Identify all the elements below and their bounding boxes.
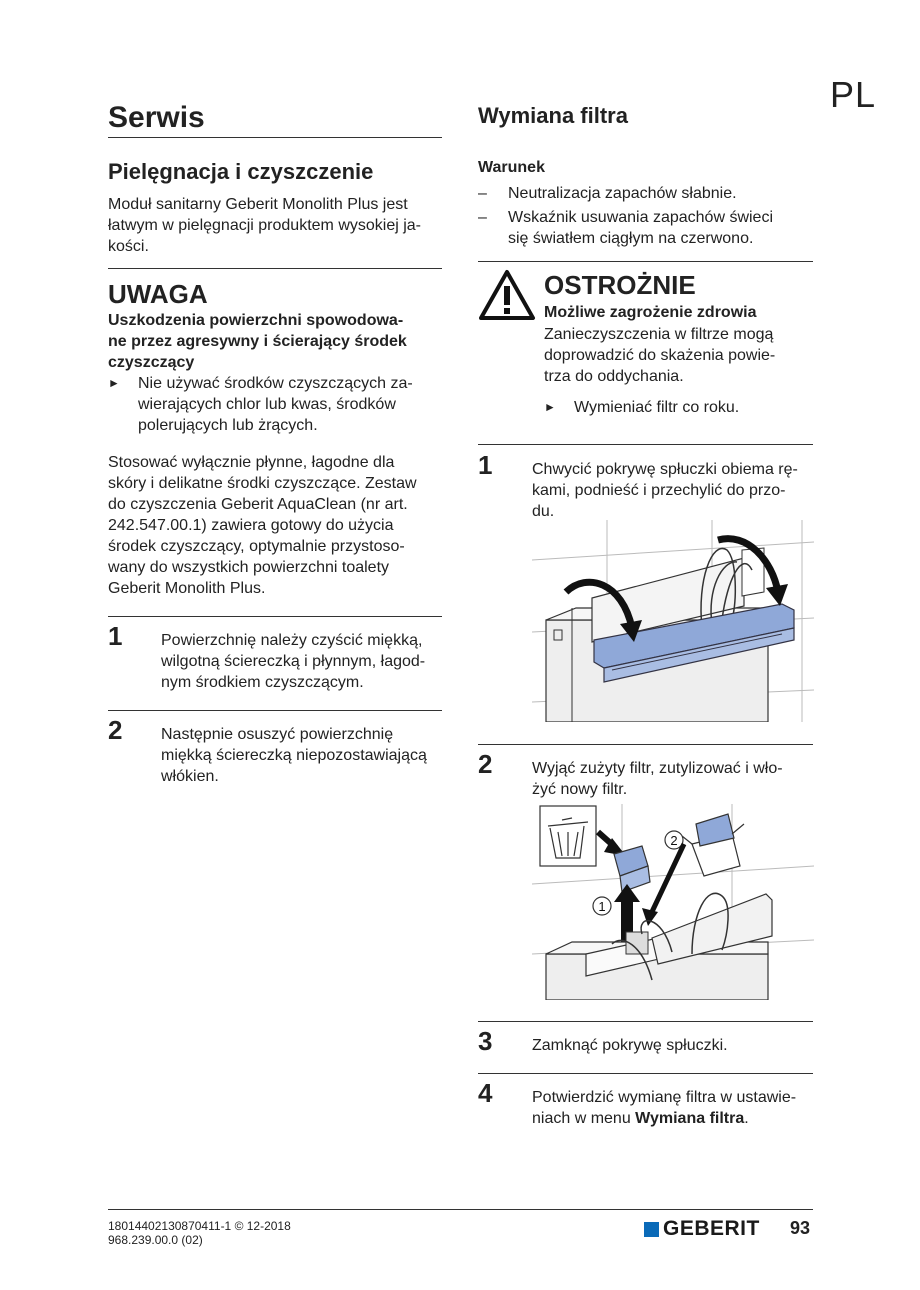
step-number: 2 xyxy=(108,715,123,745)
text-line: Wskaźnik usuwania zapachów świeci xyxy=(508,209,773,226)
text-line: kami, podnieść i przechylić do przo- xyxy=(532,482,786,499)
text-line: łatwym w pielęgnacji produktem wysokiej ja- xyxy=(108,217,422,234)
warning-triangle-icon xyxy=(478,269,536,321)
text-line: kości. xyxy=(108,238,149,255)
text-line: do czyszczenia Geberit AquaClean (nr art. xyxy=(108,496,408,513)
step-text xyxy=(532,459,814,522)
divider xyxy=(108,137,442,138)
text-line: się światłem ciągłym na czerwono. xyxy=(508,230,754,247)
step-number: 4 xyxy=(478,1078,493,1108)
caution-heading: OSTROŻNIE xyxy=(544,270,696,300)
text-line: miękką ściereczką niepozostawiającą xyxy=(161,747,427,764)
divider xyxy=(478,261,813,262)
divider xyxy=(478,1073,813,1074)
divider xyxy=(478,444,813,445)
page-title: Serwis xyxy=(108,101,205,134)
text-fragment: . xyxy=(744,1110,749,1127)
illustration-open-cover xyxy=(532,520,814,722)
divider xyxy=(478,744,813,745)
step-text xyxy=(532,758,814,800)
language-code: PL xyxy=(830,74,877,115)
text-line: wany do wszystkich powierzchni toalety xyxy=(108,559,390,576)
dash-mark: – xyxy=(478,185,487,202)
bullet-arrow-icon: ► xyxy=(544,400,556,414)
text-line: czyszczący xyxy=(108,354,195,371)
text-line: Uszkodzenia powierzchni spowodowa- xyxy=(108,312,404,329)
text-line xyxy=(532,1108,814,1129)
text-line: polerujących lub żrących. xyxy=(138,417,318,434)
caution-subheading: Możliwe zagrożenie zdrowia xyxy=(544,304,757,321)
step-number: 1 xyxy=(478,450,493,480)
notice-bullet xyxy=(108,373,442,436)
menu-name: Wymiana filtra xyxy=(635,1110,745,1127)
step-text xyxy=(161,630,443,693)
condition-list xyxy=(478,183,813,249)
notice-subheading xyxy=(108,310,442,373)
text-line: Neutralizacja zapachów słabnie. xyxy=(508,185,737,202)
text-fragment: niach w menu xyxy=(532,1110,636,1127)
info-paragraph xyxy=(108,452,442,599)
step-text xyxy=(532,1087,814,1129)
care-text xyxy=(108,194,442,257)
text-line: nym środkiem czyszczącym. xyxy=(161,674,364,691)
divider xyxy=(108,616,442,617)
illustration-replace-filter xyxy=(532,804,814,1000)
callout-label: 2 xyxy=(670,833,678,848)
step-number: 1 xyxy=(108,621,123,651)
bullet-arrow-icon: ► xyxy=(108,376,120,390)
condition-label: Warunek xyxy=(478,159,545,176)
text-line: du. xyxy=(532,503,555,520)
brand-name: GEBERIT xyxy=(663,1217,760,1240)
document-code: 968.239.00.0 (02) xyxy=(108,1233,203,1247)
footer-divider xyxy=(108,1209,813,1210)
text-line: Zanieczyszczenia w filtrze mogą xyxy=(544,326,774,343)
text-line: Wyjąć zużyty filtr, zutylizować i wło- xyxy=(532,760,783,777)
text-line: wierających chlor lub kwas, środków xyxy=(138,396,396,413)
text-line: trza do oddychania. xyxy=(544,368,684,385)
text-line: Geberit Monolith Plus. xyxy=(108,580,266,597)
text-line: Następnie osuszyć powierzchnię xyxy=(161,726,394,743)
text-line: 242.547.00.1) zawiera gotowy do użycia xyxy=(108,517,394,534)
step-number: 2 xyxy=(478,749,493,779)
brand-logo xyxy=(644,1217,760,1241)
care-heading: Pielęgnacja i czyszczenie xyxy=(108,159,374,184)
text-line: Powierzchnię należy czyścić miękką, xyxy=(161,632,423,649)
step-number: 3 xyxy=(478,1026,493,1056)
document-info xyxy=(108,1219,291,1247)
step-text: Zamknąć pokrywę spłuczki. xyxy=(532,1037,728,1054)
text-line: Potwierdzić wymianę filtra w ustawie- xyxy=(532,1089,797,1106)
notice-heading: UWAGA xyxy=(108,279,208,309)
step-text xyxy=(161,724,443,787)
dash-mark: – xyxy=(478,209,487,226)
section-title: Wymiana filtra xyxy=(478,103,628,128)
divider xyxy=(478,1021,813,1022)
text-line: Stosować wyłącznie płynne, łagodne dla xyxy=(108,454,395,471)
text-line: Chwycić pokrywę spłuczki obiema rę- xyxy=(532,461,798,478)
text-line: środek czyszczący, optymalnie przystoso- xyxy=(108,538,405,555)
text-line: żyć nowy filtr. xyxy=(532,781,628,798)
text-line: Nie używać środków czyszczących za- xyxy=(138,375,413,392)
caution-text xyxy=(544,324,814,387)
callout-label: 1 xyxy=(598,899,606,914)
logo-square-icon xyxy=(644,1222,659,1237)
text-line: skóry i delikatne środki czyszczące. Zestaw xyxy=(108,475,417,492)
text-line: wilgotną ściereczką i płynnym, łagod- xyxy=(161,653,426,670)
text-line: ne przez agresywny i ścierający środek xyxy=(108,333,407,350)
text-line: Wymieniać filtr co roku. xyxy=(574,399,740,416)
text-line: Moduł sanitarny Geberit Monolith Plus jest xyxy=(108,196,408,213)
document-id: 18014402130870411-1 © 12-2018 xyxy=(108,1219,291,1233)
text-line: doprowadzić do skażenia powie- xyxy=(544,347,776,364)
text-line: włókien. xyxy=(161,768,219,785)
page-number: 93 xyxy=(790,1218,811,1238)
divider xyxy=(108,268,442,269)
caution-bullet xyxy=(544,397,739,418)
divider xyxy=(108,710,442,711)
